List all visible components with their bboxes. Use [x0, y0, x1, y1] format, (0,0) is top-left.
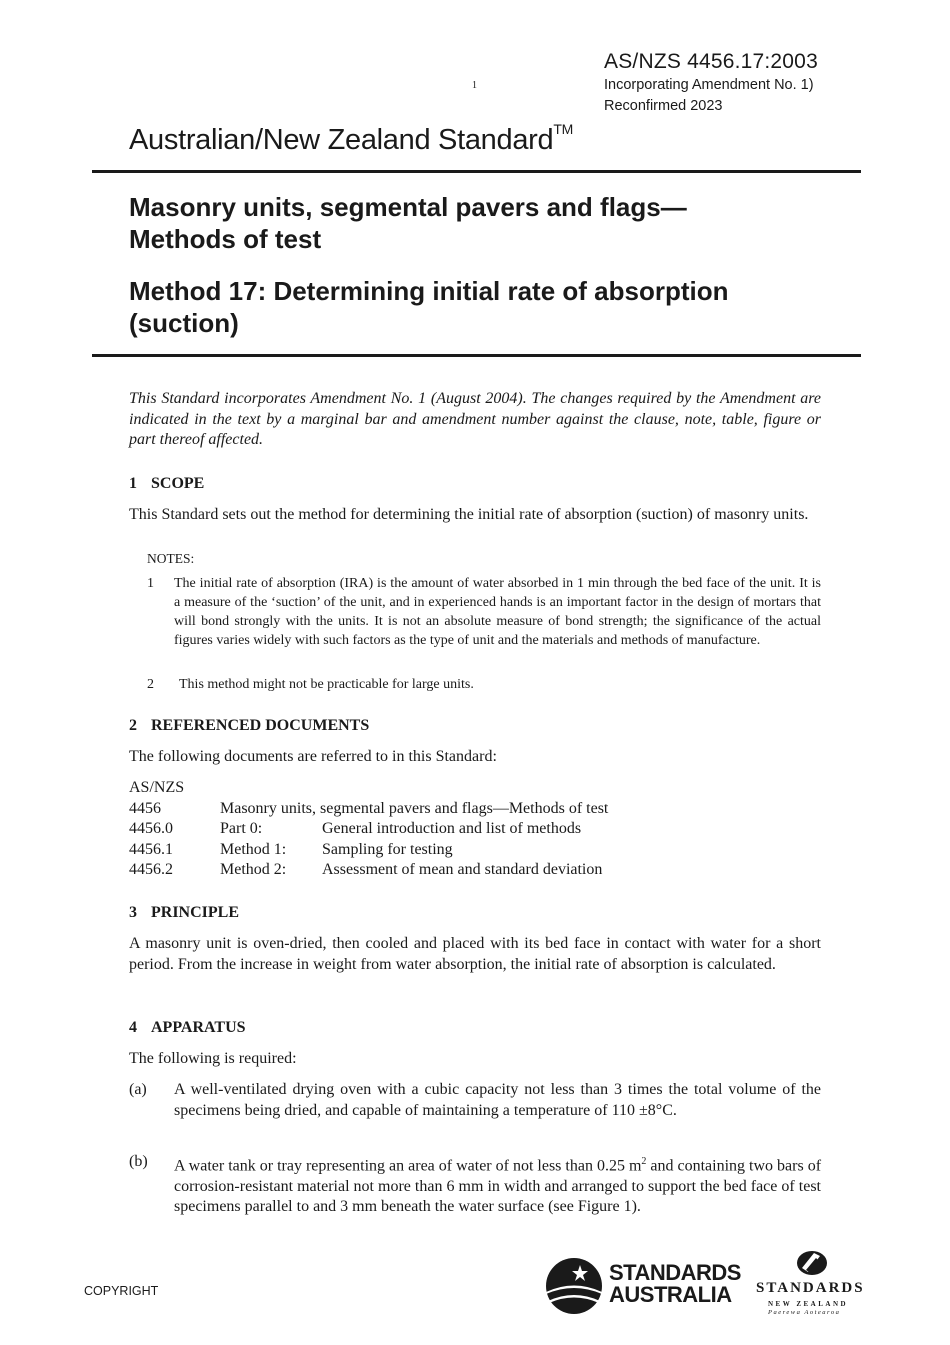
- section-number: 3: [129, 904, 137, 921]
- item-text: A well-ventilated drying oven with a cubic capacity not less than 3 times the total volume of the specimens being dried, and capable of maintaining a temperature of 110 ±8°C.: [174, 1081, 821, 1119]
- reference-title: Sampling for testing: [322, 841, 453, 858]
- amendment-intro: This Standard incorporates Amendment No. 1 (August 2004). The changes required by the Amendment are indicated in the text by a marginal bar and amendment number against the clause, note, table, figure or part thereof affected.: [129, 390, 821, 448]
- note-number: 2: [147, 677, 154, 692]
- standards-australia-wordmark: [609, 1262, 741, 1306]
- method-title-line-1: Method 17: Determining initial rate of absorption: [129, 276, 729, 306]
- note-number: 1: [147, 576, 154, 591]
- amendment-note: Incorporating Amendment No. 1): [604, 77, 814, 93]
- reference-code: 4456.1: [129, 841, 173, 858]
- item-text-part: A water tank or tray representing an area of water of not less than 0.25 m: [174, 1157, 642, 1175]
- snz-wordmark: STANDARDS: [756, 1280, 865, 1296]
- item-text-part: and containing two bars of corrosion-resistant material not more than 6 mm in width and arranged to support the bed face of test specimens parallel to and 3 mm beneath the water surface (see Figure 1).: [174, 1157, 822, 1216]
- note-text: The initial rate of absorption (IRA) is the amount of water absorbed in 1 min through the bed face of the unit. It is a measure of the ‘suction’ of the unit, and in experienced hands is an important factor in the design of mortars that will bond strongly with the units. It is not an absolute measure of bond strength; the significance of the actual figures varies widely with such factors as the type of unit and the materials and methods of manufacture.: [174, 576, 821, 648]
- method-title: [129, 275, 849, 339]
- principle-text: A masonry unit is oven-dried, then cooled and placed with its bed face in contact with water for a short period. From the increase in weight from water absorption, the initial rate of absorption is calculated.: [129, 935, 821, 973]
- section-heading-principle: [129, 904, 239, 922]
- apparatus-intro: The following is required:: [129, 1050, 297, 1067]
- item-text: [174, 1152, 821, 1218]
- snz-subtitle: NEW ZEALAND: [768, 1300, 849, 1308]
- document-title: [129, 191, 849, 255]
- note-item: [147, 675, 821, 694]
- reference-title: Assessment of mean and standard deviation: [322, 861, 603, 878]
- method-title-line-2: (suction): [129, 308, 239, 338]
- standard-number: AS/NZS 4456.17:2003: [604, 50, 818, 73]
- item-label: (b): [129, 1153, 148, 1170]
- section-number: 2: [129, 717, 137, 734]
- scope-text: This Standard sets out the method for determining the initial rate of absorption (suction) of masonry units.: [129, 506, 809, 523]
- section-number: 4: [129, 1019, 137, 1036]
- reference-title: General introduction and list of methods: [322, 820, 582, 837]
- apparatus-item: [129, 1152, 821, 1218]
- note-item: [147, 574, 821, 650]
- item-label: (a): [129, 1081, 147, 1098]
- sa-logo-line-2: AUSTRALIA: [609, 1282, 732, 1307]
- section-heading-referenced-documents: [129, 717, 369, 735]
- standard-brand-title: [129, 121, 573, 157]
- snz-motto: Paerewa Aotearoa: [768, 1309, 841, 1316]
- reference-part: Part 0:: [220, 820, 263, 837]
- reference-code: 4456.0: [129, 820, 173, 837]
- item-superscript: 2: [641, 1156, 647, 1167]
- reconfirmed-note: Reconfirmed 2023: [604, 98, 723, 114]
- sa-logo-line-1: STANDARDS: [609, 1260, 741, 1285]
- brand-title-text: Australian/New Zealand Standard: [129, 124, 554, 156]
- copyright-label: COPYRIGHT: [84, 1284, 159, 1298]
- reference-part: Method 1:: [220, 841, 287, 858]
- reference-code: 4456.2: [129, 861, 173, 878]
- standards-australia-logo-icon: [544, 1257, 604, 1315]
- references-intro: The following documents are referred to in this Standard:: [129, 748, 497, 765]
- reference-part: Method 2:: [220, 861, 287, 878]
- notes-label: NOTES:: [147, 551, 195, 566]
- trademark-mark: TM: [553, 121, 573, 138]
- title-bottom-rule: [92, 354, 861, 357]
- section-heading-scope: [129, 475, 204, 493]
- page-number: 1: [472, 80, 477, 91]
- standards-new-zealand-logo-icon: [792, 1248, 832, 1278]
- section-heading-apparatus: [129, 1019, 246, 1037]
- reference-part: Masonry units, segmental pavers and flags—Methods of test: [220, 800, 609, 817]
- top-rule: [92, 170, 861, 173]
- section-title: REFERENCED DOCUMENTS: [151, 717, 370, 734]
- section-number: 1: [129, 475, 137, 492]
- title-line-2: Methods of test: [129, 224, 322, 254]
- reference-code: 4456: [129, 800, 161, 817]
- apparatus-item: [129, 1080, 821, 1121]
- section-title: APPARATUS: [151, 1019, 246, 1036]
- note-text: This method might not be practicable for large units.: [179, 677, 474, 692]
- reference-group: AS/NZS: [129, 779, 185, 796]
- section-title: PRINCIPLE: [151, 904, 240, 921]
- title-line-1: Masonry units, segmental pavers and flags—: [129, 192, 687, 222]
- section-title: SCOPE: [151, 475, 205, 492]
